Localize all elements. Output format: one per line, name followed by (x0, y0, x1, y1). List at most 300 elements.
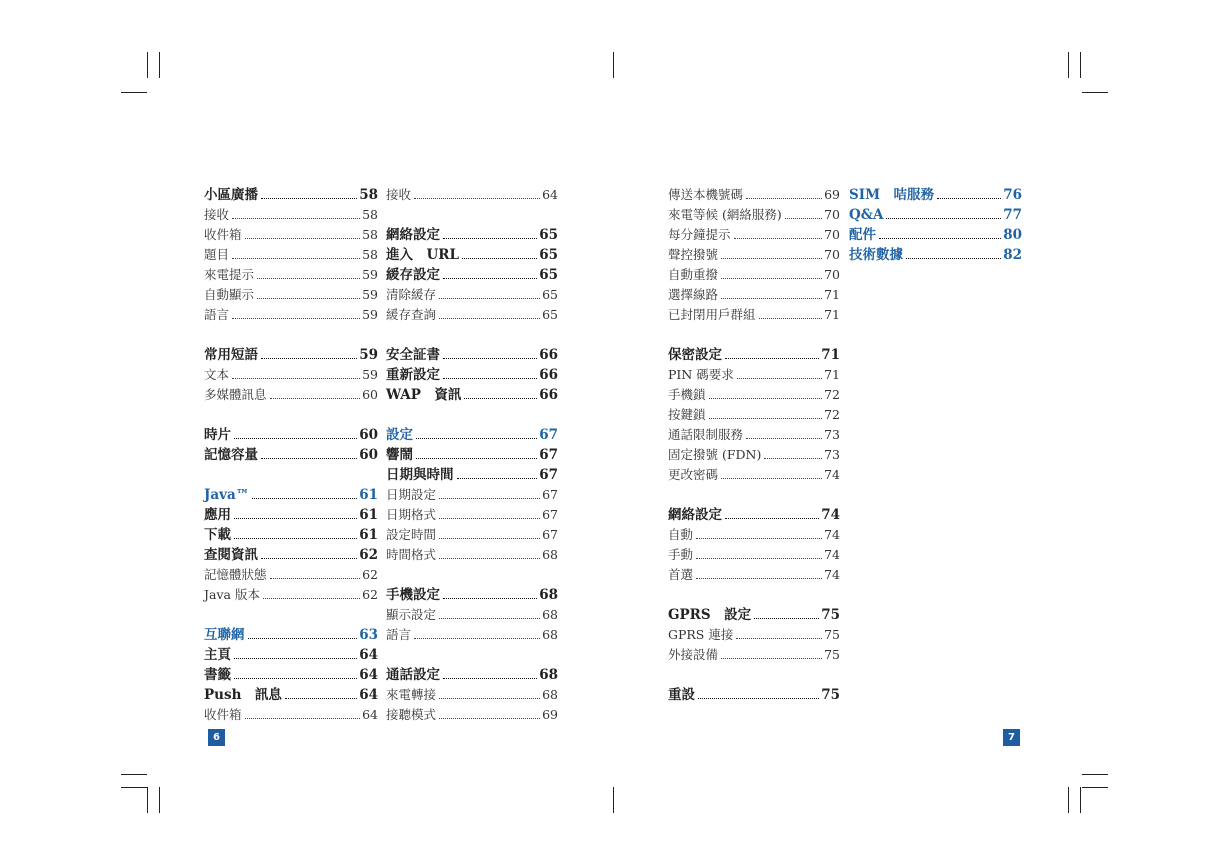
toc-spacer (668, 583, 840, 603)
toc-entry-title: 按鍵鎖 (668, 407, 706, 422)
toc-entry[interactable] (668, 243, 840, 263)
dot-leader (764, 458, 822, 459)
toc-entry-page: 61 (359, 507, 378, 523)
dot-leader (245, 238, 361, 239)
toc-entry-page: 68 (542, 607, 558, 622)
dot-leader (443, 278, 537, 279)
toc-entry-title: 技術數據 (849, 247, 903, 263)
toc-entry-page: 69 (824, 187, 840, 202)
toc-entry-title: 網絡設定 (386, 227, 440, 243)
dot-leader (439, 618, 540, 619)
toc-entry[interactable] (204, 303, 378, 323)
toc-entry[interactable] (668, 363, 840, 383)
dot-leader (746, 198, 822, 199)
toc-entry-page: 59 (362, 267, 378, 282)
toc-entry-title: 自動顯示 (204, 287, 255, 302)
toc-entry-title: 進入 URL (386, 247, 459, 263)
toc-entry-title: 更改密碼 (668, 467, 719, 482)
dot-leader (439, 298, 540, 299)
toc-entry-title: GPRS 設定 (668, 607, 752, 623)
toc-entry[interactable] (849, 243, 1022, 263)
toc-entry[interactable] (386, 303, 558, 323)
toc-entry[interactable] (204, 683, 378, 703)
toc-entry[interactable] (204, 343, 378, 363)
toc-entry-page: 72 (824, 387, 840, 402)
dot-leader (696, 538, 822, 539)
toc-entry-page: 64 (542, 187, 558, 202)
toc-entry-page: 68 (542, 687, 558, 702)
toc-entry-title: Java™ (204, 487, 250, 503)
toc-entry-page: 68 (542, 547, 558, 562)
toc-entry-title: 手機設定 (386, 587, 440, 603)
toc-entry-title: 書籤 (204, 667, 231, 683)
toc-entry-title: 重新設定 (386, 367, 440, 383)
dot-leader (234, 658, 357, 659)
toc-entry-title: 設定時間 (386, 527, 437, 542)
toc-spacer (204, 603, 378, 623)
toc-entry-page: 60 (359, 447, 378, 463)
dot-leader (736, 638, 822, 639)
toc-entry-page: 74 (824, 547, 840, 562)
toc-entry[interactable] (204, 623, 378, 643)
dot-leader (725, 358, 819, 359)
toc-entry-title: 安全証書 (386, 347, 440, 363)
toc-entry[interactable] (386, 183, 558, 203)
dot-leader (457, 478, 538, 479)
toc-entry-page: 64 (359, 647, 378, 663)
dot-leader (232, 318, 360, 319)
toc-entry[interactable] (668, 643, 840, 663)
toc-entry[interactable] (386, 663, 558, 683)
toc-entry[interactable] (386, 263, 558, 283)
dot-leader (721, 658, 822, 659)
toc-entry[interactable] (204, 363, 378, 383)
toc-entry[interactable] (668, 443, 840, 463)
toc-entry-page: 59 (362, 367, 378, 382)
toc-column-1 (204, 183, 378, 723)
toc-entry-page: 59 (362, 307, 378, 322)
toc-entry-title: 來電等候 (網絡服務) (668, 207, 782, 222)
toc-entry[interactable] (668, 623, 840, 643)
toc-entry[interactable] (668, 263, 840, 283)
toc-entry[interactable] (204, 443, 378, 463)
dot-leader (462, 258, 537, 259)
toc-entry[interactable] (204, 703, 378, 723)
toc-entry[interactable] (386, 503, 558, 523)
toc-entry-page: 64 (362, 707, 378, 722)
dot-leader (696, 578, 822, 579)
dot-leader (439, 518, 540, 519)
toc-entry[interactable] (386, 223, 558, 243)
toc-entry-page: 68 (539, 667, 558, 683)
toc-column-4 (849, 183, 1022, 263)
toc-entry-title: 選擇線路 (668, 287, 719, 302)
toc-entry-page: 71 (824, 287, 840, 302)
toc-entry-title: 收件箱 (204, 707, 242, 722)
toc-entry-page: 70 (824, 247, 840, 262)
toc-entry-title: 接收 (386, 187, 412, 202)
toc-entry-title: SIM 咭服務 (849, 187, 935, 203)
toc-entry-page: 73 (824, 447, 840, 462)
toc-entry-page: 62 (362, 587, 378, 602)
toc-entry[interactable] (386, 623, 558, 643)
dot-leader (439, 318, 540, 319)
dot-leader (232, 218, 360, 219)
dot-leader (443, 598, 537, 599)
toc-entry-page: 82 (1003, 247, 1022, 263)
toc-entry-title: 顯示設定 (386, 607, 437, 622)
toc-entry-title: 主頁 (204, 647, 231, 663)
toc-entry[interactable] (204, 503, 378, 523)
toc-entry[interactable] (668, 463, 840, 483)
toc-entry-title: 傳送本機號碼 (668, 187, 744, 202)
dot-leader (439, 498, 540, 499)
toc-entry-page: 72 (824, 407, 840, 422)
toc-entry-page: 61 (359, 487, 378, 503)
dot-leader (443, 358, 537, 359)
toc-entry-title: 重設 (668, 687, 695, 703)
toc-entry-page: 77 (1003, 207, 1022, 223)
toc-entry-page: 69 (542, 707, 558, 722)
dot-leader (270, 398, 361, 399)
dot-leader (263, 598, 360, 599)
dot-leader (252, 498, 357, 499)
toc-entry-page: 71 (824, 307, 840, 322)
toc-spacer (668, 483, 840, 503)
dot-leader (234, 518, 357, 519)
toc-entry-title: Push 訊息 (204, 687, 282, 703)
toc-entry[interactable] (668, 603, 840, 623)
toc-entry[interactable] (204, 543, 378, 563)
toc-entry-page: 58 (362, 227, 378, 242)
dot-leader (721, 478, 822, 479)
toc-entry[interactable] (386, 423, 558, 443)
dot-leader (414, 198, 540, 199)
dot-leader (937, 198, 1001, 199)
toc-entry-page: 70 (824, 207, 840, 222)
toc-entry[interactable] (668, 403, 840, 423)
toc-entry-title: Q&A (849, 207, 884, 223)
dot-leader (248, 638, 358, 639)
toc-entry-page: 73 (824, 427, 840, 442)
toc-spacer (386, 323, 558, 343)
toc-entry[interactable] (668, 203, 840, 223)
toc-entry[interactable] (668, 523, 840, 543)
dot-leader (725, 518, 819, 519)
toc-entry-page: 66 (539, 347, 558, 363)
toc-entry[interactable] (386, 483, 558, 503)
toc-entry-page: 75 (821, 607, 840, 623)
toc-entry-title: 來電轉接 (386, 687, 437, 702)
toc-entry[interactable] (386, 243, 558, 263)
toc-entry-title: 互聯網 (204, 627, 245, 643)
dot-leader (257, 278, 360, 279)
toc-entry[interactable] (204, 483, 378, 503)
toc-entry-title: PIN 碼要求 (668, 367, 734, 382)
toc-entry-title: 響鬧 (386, 447, 413, 463)
toc-entry-page: 58 (362, 207, 378, 222)
toc-entry-page: 65 (542, 287, 558, 302)
toc-entry-title: 首選 (668, 567, 694, 582)
toc-spacer (668, 323, 840, 343)
toc-entry-page: 74 (824, 567, 840, 582)
dot-leader (734, 238, 823, 239)
toc-entry-title: 緩存設定 (386, 267, 440, 283)
toc-entry[interactable] (668, 423, 840, 443)
toc-entry[interactable] (668, 223, 840, 243)
toc-entry[interactable] (668, 683, 840, 703)
toc-entry-page: 65 (542, 307, 558, 322)
toc-entry-title: 日期與時間 (386, 467, 454, 483)
toc-entry-page: 65 (539, 247, 558, 263)
dot-leader (232, 378, 360, 379)
toc-entry-title: Java 版本 (204, 587, 260, 602)
toc-entry[interactable] (204, 383, 378, 403)
toc-entry-title: 日期設定 (386, 487, 437, 502)
dot-leader (906, 258, 1001, 259)
dot-leader (746, 438, 822, 439)
dot-leader (416, 458, 537, 459)
toc-entry[interactable] (668, 303, 840, 323)
toc-entry[interactable] (668, 543, 840, 563)
dot-leader (245, 718, 361, 719)
toc-entry-title: 緩存查詢 (386, 307, 437, 322)
toc-entry[interactable] (386, 463, 558, 483)
toc-spacer (204, 323, 378, 343)
toc-entry-title: 收件箱 (204, 227, 242, 242)
dot-leader (439, 718, 540, 719)
toc-entry[interactable] (204, 643, 378, 663)
toc-entry-title: 時間格式 (386, 547, 437, 562)
toc-entry-page: 74 (821, 507, 840, 523)
toc-entry[interactable] (386, 383, 558, 403)
page-number-right: 7 (1003, 729, 1020, 746)
toc-entry[interactable] (849, 203, 1022, 223)
toc-entry[interactable] (386, 603, 558, 623)
toc-entry-title: 通話設定 (386, 667, 440, 683)
toc-entry-title: 查閱資訊 (204, 547, 258, 563)
toc-entry-title: 聲控撥號 (668, 247, 719, 262)
toc-entry-page: 58 (359, 187, 378, 203)
dot-leader (698, 698, 819, 699)
toc-entry-page: 62 (362, 567, 378, 582)
toc-entry[interactable] (204, 223, 378, 243)
toc-entry-page: 58 (362, 247, 378, 262)
toc-entry[interactable] (386, 703, 558, 723)
toc-entry[interactable] (204, 563, 378, 583)
toc-entry[interactable] (204, 583, 378, 603)
toc-entry-title: 保密設定 (668, 347, 722, 363)
dot-leader (234, 538, 357, 539)
toc-entry-title: 清除緩存 (386, 287, 437, 302)
dot-leader (709, 418, 823, 419)
toc-entry[interactable] (386, 363, 558, 383)
toc-entry-title: 語言 (386, 627, 412, 642)
dot-leader (464, 398, 537, 399)
toc-entry-page: 60 (362, 387, 378, 402)
toc-entry-title: 來電提示 (204, 267, 255, 282)
toc-entry[interactable] (849, 183, 1022, 203)
toc-entry-title: 記憶體狀態 (204, 567, 267, 582)
toc-entry-title: 應用 (204, 507, 231, 523)
toc-entry-page: 59 (362, 287, 378, 302)
toc-entry[interactable] (668, 383, 840, 403)
toc-entry-title: 外接設備 (668, 647, 719, 662)
toc-entry-page: 75 (824, 647, 840, 662)
toc-entry[interactable] (204, 283, 378, 303)
toc-entry-page: 67 (539, 427, 558, 443)
toc-entry-page: 71 (821, 347, 840, 363)
toc-entry-title: 小區廣播 (204, 187, 258, 203)
dot-leader (721, 298, 822, 299)
toc-entry[interactable] (386, 683, 558, 703)
toc-entry-title: 手動 (668, 547, 694, 562)
dot-leader (414, 638, 540, 639)
toc-entry-title: GPRS 連接 (668, 627, 734, 642)
dot-leader (261, 558, 357, 559)
toc-entry[interactable] (204, 203, 378, 223)
toc-entry-page: 74 (824, 527, 840, 542)
toc-entry-page: 59 (359, 347, 378, 363)
toc-entry-title: 語言 (204, 307, 230, 322)
toc-entry-title: 已封閉用戶群組 (668, 307, 756, 322)
dot-leader (261, 458, 357, 459)
toc-entry[interactable] (386, 343, 558, 363)
dot-leader (443, 378, 537, 379)
dot-leader (754, 618, 819, 619)
toc-entry[interactable] (668, 563, 840, 583)
dot-leader (785, 218, 822, 219)
toc-entry-page: 67 (539, 467, 558, 483)
toc-entry[interactable] (386, 523, 558, 543)
dot-leader (443, 678, 537, 679)
toc-entry[interactable] (204, 263, 378, 283)
toc-entry-page: 74 (824, 467, 840, 482)
toc-entry-page: 65 (539, 267, 558, 283)
dot-leader (439, 538, 540, 539)
toc-spacer (204, 403, 378, 423)
dot-leader (257, 298, 360, 299)
dot-leader (261, 358, 357, 359)
dot-leader (879, 238, 1001, 239)
toc-column-2 (386, 183, 558, 723)
toc-entry[interactable] (204, 243, 378, 263)
toc-entry[interactable] (204, 423, 378, 443)
toc-entry-title: WAP 資訊 (386, 387, 462, 403)
toc-entry-title: 多媒體訊息 (204, 387, 267, 402)
toc-entry-page: 67 (542, 507, 558, 522)
dot-leader (721, 278, 822, 279)
dot-leader (234, 438, 357, 439)
toc-entry[interactable] (386, 443, 558, 463)
toc-entry-page: 68 (542, 627, 558, 642)
toc-entry-page: 60 (359, 427, 378, 443)
toc-entry-title: 常用短語 (204, 347, 258, 363)
toc-entry-page: 63 (359, 627, 378, 643)
toc-entry-page: 80 (1003, 227, 1022, 243)
toc-entry-page: 62 (359, 547, 378, 563)
toc-entry-title: 文本 (204, 367, 230, 382)
dot-leader (285, 698, 357, 699)
toc-entry[interactable] (668, 283, 840, 303)
toc-entry-page: 75 (824, 627, 840, 642)
toc-entry-page: 64 (359, 687, 378, 703)
toc-entry-page: 70 (824, 227, 840, 242)
toc-spacer (386, 643, 558, 663)
toc-entry-title: 通話限制服務 (668, 427, 744, 442)
toc-entry-title: 接聽模式 (386, 707, 437, 722)
toc-spacer (668, 663, 840, 683)
dot-leader (443, 238, 537, 239)
toc-entry-page: 64 (359, 667, 378, 683)
toc-entry-title: 下載 (204, 527, 231, 543)
toc-entry-page: 76 (1003, 187, 1022, 203)
toc-entry[interactable] (668, 343, 840, 363)
dot-leader (696, 558, 822, 559)
toc-entry-title: 每分鐘提示 (668, 227, 731, 242)
toc-entry-page: 66 (539, 387, 558, 403)
toc-entry-title: 題目 (204, 247, 230, 262)
dot-leader (721, 258, 822, 259)
toc-spacer (204, 463, 378, 483)
dot-leader (261, 198, 357, 199)
dot-leader (270, 578, 361, 579)
toc-entry-title: 時片 (204, 427, 231, 443)
toc-entry-page: 67 (539, 447, 558, 463)
toc-spacer (386, 563, 558, 583)
dot-leader (759, 318, 823, 319)
dot-leader (234, 678, 357, 679)
toc-entry[interactable] (849, 223, 1022, 243)
toc-entry-title: 手機鎖 (668, 387, 706, 402)
dot-leader (439, 558, 540, 559)
toc-entry-title: 自動重撥 (668, 267, 719, 282)
toc-entry-title: 自動 (668, 527, 694, 542)
toc-spacer (386, 403, 558, 423)
toc-entry-page: 68 (539, 587, 558, 603)
toc-entry-title: 接收 (204, 207, 230, 222)
dot-leader (737, 378, 822, 379)
toc-entry-title: 記憶容量 (204, 447, 258, 463)
toc-entry[interactable] (204, 663, 378, 683)
toc-entry-title: 配件 (849, 227, 876, 243)
toc-entry-page: 70 (824, 267, 840, 282)
dot-leader (232, 258, 360, 259)
toc-entry-title: 網絡設定 (668, 507, 722, 523)
toc-entry[interactable] (386, 283, 558, 303)
toc-entry[interactable] (668, 503, 840, 523)
toc-entry[interactable] (386, 543, 558, 563)
dot-leader (709, 398, 823, 399)
toc-entry-title: 日期格式 (386, 507, 437, 522)
toc-entry-title: 設定 (386, 427, 413, 443)
toc-entry-page: 66 (539, 367, 558, 383)
toc-entry-page: 67 (542, 487, 558, 502)
toc-entry-page: 65 (539, 227, 558, 243)
toc-entry[interactable] (204, 183, 378, 203)
toc-entry[interactable] (668, 183, 840, 203)
dot-leader (886, 218, 1001, 219)
toc-entry[interactable] (386, 583, 558, 603)
toc-entry-page: 67 (542, 527, 558, 542)
dot-leader (416, 438, 537, 439)
toc-column-3 (668, 183, 840, 703)
toc-entry[interactable] (204, 523, 378, 543)
toc-entry-page: 75 (821, 687, 840, 703)
dot-leader (439, 698, 540, 699)
page-number-left: 6 (208, 729, 225, 746)
toc-spacer (386, 203, 558, 223)
